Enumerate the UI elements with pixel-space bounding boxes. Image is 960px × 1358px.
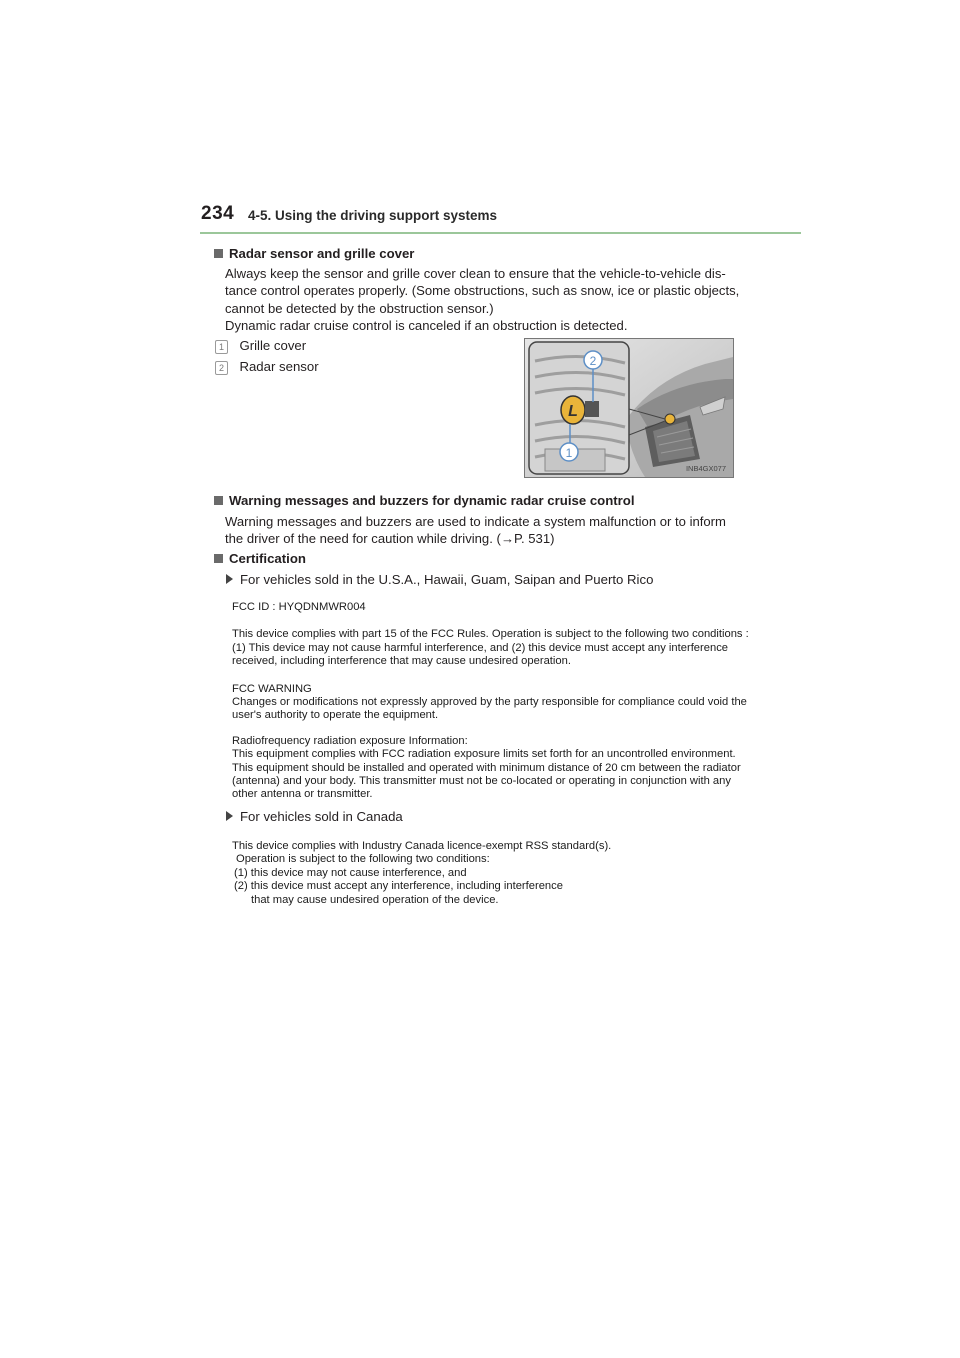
callout-2: 2 [589, 354, 597, 368]
header-divider [200, 232, 801, 234]
vehicle-front-illustration [525, 339, 733, 477]
certification-heading: Certification [214, 551, 306, 566]
radar-paragraph: Always keep the sensor and grille cover clean to ensure that the vehicle-to-vehicle dis- tance control operates properly. (Some obstructions, such as snow, ice or plastic objects, cannot be detected by the obstruction sensor.) Dynamic radar cruise control is canceled if an obstruction is detected. [225, 266, 740, 333]
warning-heading: Warning messages and buzzers for dynamic radar cruise control [214, 493, 635, 508]
radar-heading: Radar sensor and grille cover [214, 246, 414, 261]
page-number: 234 [201, 203, 235, 224]
figure-code: INB4GX077 [685, 464, 726, 473]
legend-number-2: 2 [215, 361, 228, 375]
legend-number-1: 1 [215, 340, 228, 354]
arrow-right-icon [226, 811, 233, 821]
canada-statement: This device complies with Industry Canada licence-exempt RSS standard(s). Operation is subject to the following two conditions: (1) this device may not cause interference, and (2) this device must accept any interference, including interference that may cause undesired operation of the device. [232, 840, 612, 906]
legend-item-radar: 2 Radar sensor [215, 358, 319, 376]
legend-item-grille: 1 Grille cover [215, 337, 306, 355]
section-title: 4-5. Using the driving support systems [248, 208, 498, 223]
callout-1: 1 [565, 446, 573, 460]
fcc-warning-title: FCC WARNING [232, 682, 312, 695]
fcc-statement: FCC ID : HYQDNMWR004 This device complies with part 15 of the FCC Rules. Operation is subject to the following two conditions : (1) This device may not cause harmful interference, and (2) this device must accept any interference received, including interference that may cause undesired operation. FCC WARNING Changes or modifications not expressly approved by the party responsible for compliance could void the user's authority to operate the equipment. Radiofrequency radiation exposure Information: This equipment complies with FCC radiation exposure limits set forth for an uncontrolled environment. This equipment should be installed and operated with minimum distance of 20 cm between the radiator (antenna) and your body. This transmitter must not be co-located or operating in conjunction with any other antenna or transmitter. [232, 601, 749, 801]
arrow-right-icon [226, 574, 233, 584]
rf-exposure-title: Radiofrequency radiation exposure Information: [232, 734, 468, 747]
radar-sensor-figure [524, 338, 734, 478]
square-bullet-icon [214, 249, 223, 258]
canada-subheading: For vehicles sold in Canada [226, 809, 403, 824]
warning-paragraph: Warning messages and buzzers are used to indicate a system malfunction or to inform the driver of the need for caution while driving. (→P. 531) [225, 514, 726, 547]
svg-text:L: L [568, 403, 578, 420]
usa-subheading: For vehicles sold in the U.S.A., Hawaii, Guam, Saipan and Puerto Rico [226, 572, 653, 587]
square-bullet-icon [214, 496, 223, 505]
square-bullet-icon [214, 554, 223, 563]
fcc-id: FCC ID : HYQDNMWR004 [232, 601, 366, 613]
